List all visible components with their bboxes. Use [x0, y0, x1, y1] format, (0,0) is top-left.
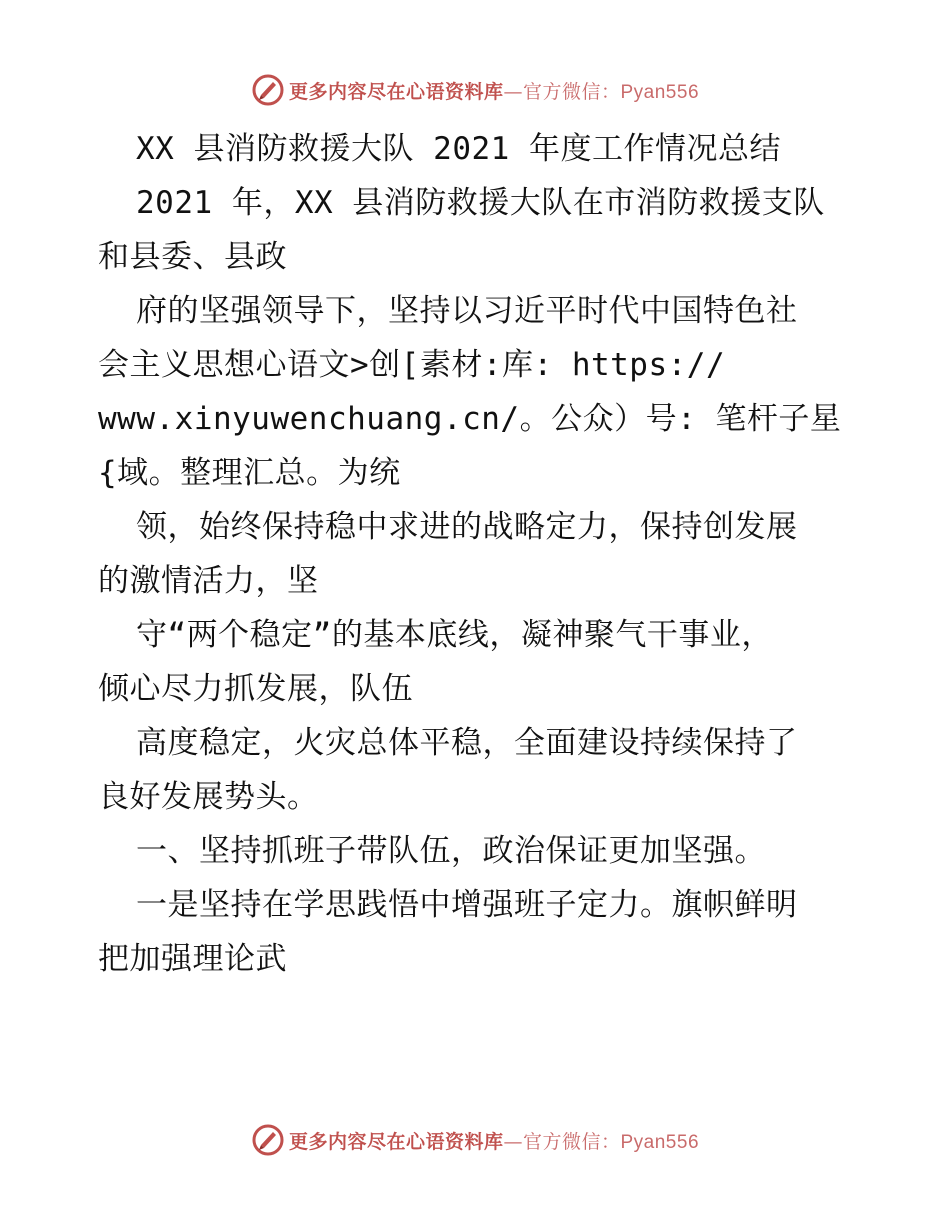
- text-line: 2021 年，XX 县消防救援大队在市消防救援支队: [136, 185, 825, 221]
- text-line: XX 县消防救援大队 2021 年度工作情况总结: [136, 131, 781, 167]
- brand-official-label: 官方微信：: [522, 80, 621, 103]
- brand-cn-text: 更多内容尽在心语资料库: [288, 1130, 504, 1153]
- brand-cn-text: 更多内容尽在心语资料库: [288, 80, 504, 103]
- text-line: 一、坚持抓班子带队伍，政治保证更加坚强。: [136, 833, 766, 869]
- text-line: 守“两个稳定”的基本底线，凝神聚气干事业，: [136, 617, 773, 653]
- brand-wechat-id: Pyan556: [620, 81, 700, 103]
- text-line: 会主义思想心语文>创[素材:库: https://: [98, 347, 726, 383]
- header-watermark: [0, 70, 950, 110]
- brand-official-label: 官方微信：: [522, 1130, 621, 1153]
- brand-slogan: [289, 77, 699, 104]
- brand-logo-icon: [251, 1123, 285, 1157]
- text-line: {域。整理汇总。为统: [98, 455, 401, 491]
- brand-slogan: [289, 1127, 699, 1154]
- document-body: [98, 122, 858, 986]
- text-line: 良好发展势头。: [98, 779, 319, 815]
- text-line: www.xinyuwenchuang.cn/。公众）号: 笔杆子星: [98, 401, 842, 437]
- text-line: 领，始终保持稳中求进的战略定力，保持创发展: [136, 509, 798, 545]
- text-line: 把加强理论武: [98, 941, 287, 977]
- brand-dash: —: [503, 1130, 523, 1153]
- text-line: 的激情活力，坚: [98, 563, 319, 599]
- footer-watermark: [0, 1120, 950, 1160]
- text-line: 高度稳定，火灾总体平稳，全面建设持续保持了: [136, 725, 798, 761]
- text-line: 倾心尽力抓发展，队伍: [98, 671, 413, 707]
- text-line: 和县委、县政: [98, 239, 287, 275]
- brand-dash: —: [503, 80, 523, 103]
- text-line: 一是坚持在学思践悟中增强班子定力。旗帜鲜明: [136, 887, 798, 923]
- text-line: 府的坚强领导下，坚持以习近平时代中国特色社: [136, 293, 798, 329]
- brand-wechat-id: Pyan556: [620, 1131, 700, 1153]
- brand-logo-icon: [251, 73, 285, 107]
